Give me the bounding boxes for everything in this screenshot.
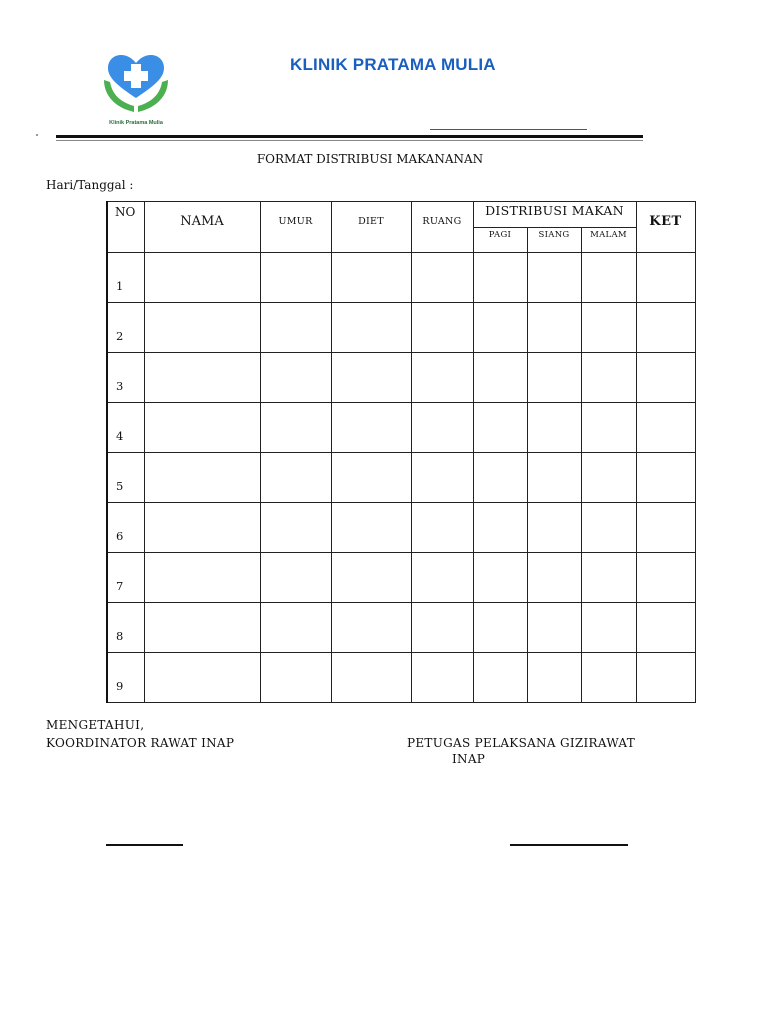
table-cell	[411, 553, 473, 603]
table-cell	[636, 253, 695, 303]
table-cell	[260, 403, 331, 453]
table-cell	[473, 503, 527, 553]
sig-left-title: MENGETAHUI,	[46, 718, 145, 732]
clinic-name: KLINIK PRATAMA MULIA	[290, 55, 496, 74]
header-siang: SIANG	[527, 228, 581, 253]
table-cell	[636, 403, 695, 453]
table-cell	[331, 453, 411, 503]
table-cell	[144, 453, 260, 503]
date-label: Hari/Tanggal :	[46, 178, 134, 192]
document-title: FORMAT DISTRIBUSI MAKANANAN	[256, 152, 484, 166]
table-cell	[144, 303, 260, 353]
table-cell	[473, 653, 527, 703]
table-cell	[527, 653, 581, 703]
header-ket: KET	[636, 202, 695, 253]
table-cell	[527, 253, 581, 303]
table-cell	[527, 603, 581, 653]
table-cell	[260, 653, 331, 703]
header-distribusi: DISTRIBUSI MAKAN	[473, 202, 636, 228]
table-cell	[411, 403, 473, 453]
clinic-logo	[98, 52, 174, 130]
table-cell	[527, 303, 581, 353]
table-cell	[636, 353, 695, 403]
row-number: 9	[107, 653, 144, 703]
header-link-underline	[430, 129, 587, 130]
table-body	[107, 253, 695, 703]
heart-cross-icon	[98, 52, 174, 120]
header-diet: DIET	[331, 202, 411, 253]
table-cell	[527, 453, 581, 503]
table-cell	[144, 653, 260, 703]
distribution-table	[106, 201, 696, 703]
row-number: 5	[107, 453, 144, 503]
table-cell	[331, 653, 411, 703]
table-row	[107, 553, 695, 603]
header-nama: NAMA	[144, 202, 260, 253]
sig-right-role-cont: INAP	[452, 752, 486, 766]
table-cell	[331, 553, 411, 603]
table-cell	[581, 353, 636, 403]
table-cell	[144, 353, 260, 403]
table-row	[107, 503, 695, 553]
table-cell	[331, 503, 411, 553]
table-cell	[581, 453, 636, 503]
table-cell	[144, 603, 260, 653]
table-cell	[527, 503, 581, 553]
signature-line-right	[510, 844, 628, 846]
header-ruang: RUANG	[411, 202, 473, 253]
table-cell	[260, 603, 331, 653]
table-cell	[473, 353, 527, 403]
table-cell	[581, 403, 636, 453]
table-row	[107, 603, 695, 653]
table-cell	[411, 303, 473, 353]
table-cell	[331, 303, 411, 353]
table-cell	[636, 453, 695, 503]
table-cell	[581, 303, 636, 353]
table-row	[107, 253, 695, 303]
table-cell	[144, 253, 260, 303]
table-cell	[527, 553, 581, 603]
header-row	[107, 202, 695, 228]
header-divider-thick	[56, 135, 643, 138]
table-cell	[581, 553, 636, 603]
table-cell	[636, 653, 695, 703]
sig-left-role: KOORDINATOR RAWAT INAP	[46, 736, 235, 750]
table-cell	[473, 253, 527, 303]
table-cell	[473, 403, 527, 453]
row-number: 3	[107, 353, 144, 403]
table-cell	[260, 453, 331, 503]
header-malam: MALAM	[581, 228, 636, 253]
signature-line-left	[106, 844, 183, 846]
table-cell	[581, 653, 636, 703]
table-cell	[411, 653, 473, 703]
table-cell	[473, 453, 527, 503]
table-cell	[260, 553, 331, 603]
table-cell	[473, 303, 527, 353]
row-number: 1	[107, 253, 144, 303]
table-row	[107, 653, 695, 703]
table-cell	[331, 253, 411, 303]
table-cell	[636, 503, 695, 553]
table-cell	[260, 303, 331, 353]
table-cell	[636, 553, 695, 603]
table-cell	[411, 503, 473, 553]
table-cell	[581, 253, 636, 303]
table-cell	[411, 453, 473, 503]
header-pagi: PAGI	[473, 228, 527, 253]
sig-right-role: PETUGAS PELAKSANA GIZIRAWAT	[407, 736, 636, 750]
row-number: 8	[107, 603, 144, 653]
stray-dot	[36, 134, 38, 136]
table-cell	[411, 353, 473, 403]
row-number: 2	[107, 303, 144, 353]
row-number: 4	[107, 403, 144, 453]
table-cell	[411, 253, 473, 303]
table-row	[107, 403, 695, 453]
table-cell	[527, 353, 581, 403]
logo-caption: Klinik Pratama Mulia	[109, 120, 163, 126]
row-number: 6	[107, 503, 144, 553]
header-no: NO	[107, 202, 144, 253]
header-umur: UMUR	[260, 202, 331, 253]
table-cell	[144, 503, 260, 553]
row-number: 7	[107, 553, 144, 603]
table-cell	[144, 553, 260, 603]
table-cell	[260, 253, 331, 303]
table-cell	[636, 603, 695, 653]
table-cell	[581, 503, 636, 553]
table-cell	[473, 553, 527, 603]
table-cell	[527, 403, 581, 453]
table-row	[107, 453, 695, 503]
table-cell	[260, 353, 331, 403]
table-cell	[411, 603, 473, 653]
table-cell	[144, 403, 260, 453]
table-cell	[581, 603, 636, 653]
table-cell	[331, 603, 411, 653]
table-cell	[331, 403, 411, 453]
table-cell	[473, 603, 527, 653]
table-cell	[331, 353, 411, 403]
table-row	[107, 303, 695, 353]
table-row	[107, 353, 695, 403]
table-cell	[636, 303, 695, 353]
header-divider-thin	[56, 140, 643, 141]
table-cell	[260, 503, 331, 553]
